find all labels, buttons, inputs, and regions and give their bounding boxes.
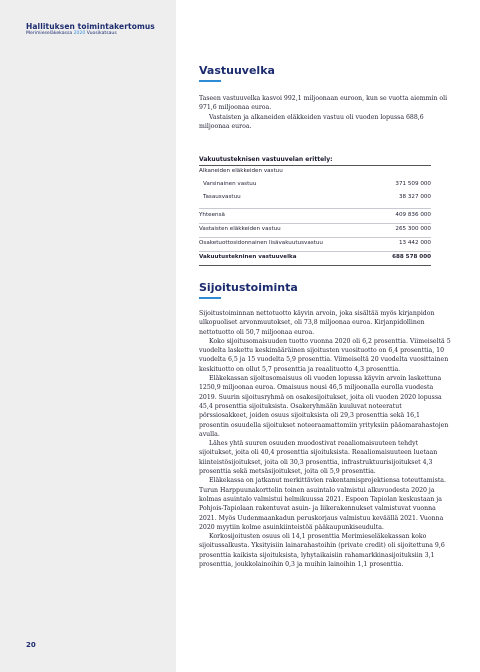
paragraph: Taseen vastuuvelka kasvoi 992,1 miljoonaan euroon, kun se vuotta aiemmin oli 971,6 miljoonaa euroa.	[199, 95, 448, 112]
table-divider	[199, 251, 431, 252]
section-heading-vastuuvelka: Vastuuvelka	[199, 64, 275, 77]
report-subtitle	[26, 31, 117, 36]
row-value: 688 578 000	[392, 254, 431, 260]
table-divider	[199, 223, 431, 224]
section2-text	[199, 309, 451, 569]
row-value: 38 327 000	[398, 194, 431, 200]
row-label: Vastaisten eläkkeiden vastuu	[199, 226, 281, 232]
row-label: Alkaneiden eläkkeiden vastuu	[199, 168, 283, 174]
row-value: 371 509 000	[395, 181, 431, 187]
heading-underline	[199, 297, 221, 299]
row-label: Yhteensä	[199, 212, 225, 218]
paragraph: Eläkekassan sijoitusomaisuus oli vuoden lopussa käyvin arvoin laskettuna 1250,9 miljoonaa euroa. Omaisuus nousi 46,5 miljoonalla eurolla vuodesta 2019. Suurin sijoitusryhmä on osakesijoitukset, joita oli vuoden 2020 lopussa 45,4 prosenttia sijoituksista. Osakeryhmään kuuluvat noteeratut pörssiosakkeet, joiden osuus sijoituksista oli 29,3 prosenttia sekä 16,1 prosentin osuudella sijoitukset noteeraamattomiin yrityksiin pääomarahastojen avulla.	[199, 375, 449, 438]
table-row	[199, 168, 431, 179]
table-top-rule	[199, 165, 431, 166]
table-row	[199, 181, 431, 192]
paragraph: Korkosijoitusten osuus oli 14,1 prosenttia Merimieseläkekassan koko sijoitussalkusta. Yksityisiin lainarahastoihin (private credit) oli sijoitettuna 9,6 prosenttia kaikista sijoituksista, lyhytaikaisiin rahamarkkinasijoituksiin 3,1 prosenttia, joukkolainoihin 0,3 ja muihin lainoihin 1,1 prosenttia.	[199, 533, 445, 569]
subtitle-prefix: Merimieseläkekassa	[26, 31, 74, 36]
paragraph: Eläkekassa on jatkanut merkittävien rakentamisprojektiensa toteuttamista. Turun Harppuunakorttelin toinen asuintalo valmistui alkuvuodesta 2020 ja kolmas asuintalo valmistui helmikuussa 2021. Espoon Tapiolan keskustaan ja Pohjois-Tapiolaan rakentuvat asuin- ja liikerakennukset valmistuvat vuonna 2021. Myös Uudenmaankadun peruskorjaus valmistuu keväällä 2021. Vuonna 2020 myytiin kolme asuinkiinteistöä pääkaupunkiseudulta.	[199, 477, 446, 531]
row-value: 409 836 000	[395, 212, 431, 218]
row-label: Osaketuottosidonnainen lisävakuutusvastuu	[199, 240, 323, 246]
table-row	[199, 226, 431, 237]
table-total-row	[199, 254, 431, 265]
row-label: Vakuutustekninen vastuuvelka	[199, 254, 297, 260]
paragraph: Lähes yhtä suuren osuuden muodostivat reaaliomaisuuteen tehdyt sijoitukset, joita oli 40,4 prosenttia sijoituksista. Reaaliomaisuuteen luetaan kiinteistösijoitukset, joita oli 30,3 prosenttia, infrastruktuurisijoitukset 4,3 prosenttia sekä metsäsijoitukset, joita oli 5,9 prosenttia.	[199, 440, 438, 476]
subtitle-suffix: Vuosikatsaus	[85, 31, 117, 36]
paragraph: Sijoitustoiminnan nettotuotto käyvin arvoin, joka sisältää myös kirjanpidon ulkopuoliset arvonmuutokset, oli 73,8 miljoonaa euroa. Kirjanpidollinen nettotuotto oli 50,7 miljoonaa euroa.	[199, 310, 435, 336]
table-divider	[199, 208, 431, 209]
table-row	[199, 212, 431, 223]
table-row	[199, 240, 431, 251]
section1-text	[199, 94, 451, 131]
subtitle-year: 2020	[73, 31, 86, 36]
page-number: 20	[26, 641, 36, 649]
paragraph: Vastaisten ja alkaneiden eläkkeiden vastuu oli vuoden lopussa 688,6 miljoonaa euroa.	[199, 113, 424, 130]
row-label: Varsinainen vastuu	[203, 181, 257, 187]
row-label: Tasausvastuu	[203, 194, 241, 200]
table-title: Vakuutusteknisen vastuuvelan erittely:	[199, 156, 333, 163]
paragraph: Koko sijoitusomaisuuden tuotto vuonna 2020 oli 6,2 prosenttia. Viimeiseltä 5 vuodelta laskettu keskimääräinen sijoitusten vuosituotto on 6,4 prosenttia, 10 vuodelta 6,5 ja 15 vuodelta 5,9 prosenttia. Viimeiseltä 20 vuodelta vuosittainen keskituotto on ollut 5,7 prosenttia ja reaalituotto 4,3 prosenttia.	[199, 337, 451, 373]
table-row	[199, 194, 431, 205]
row-value: 13 442 000	[398, 240, 431, 246]
heading-underline	[199, 80, 221, 82]
report-title: Hallituksen toimintakertomus	[26, 22, 155, 31]
row-value: 265 300 000	[395, 226, 431, 232]
table-bottom-rule	[199, 265, 431, 266]
sidebar-panel	[0, 0, 176, 672]
section-heading-sijoitustoiminta: Sijoitustoiminta	[199, 281, 298, 294]
table-divider	[199, 237, 431, 238]
